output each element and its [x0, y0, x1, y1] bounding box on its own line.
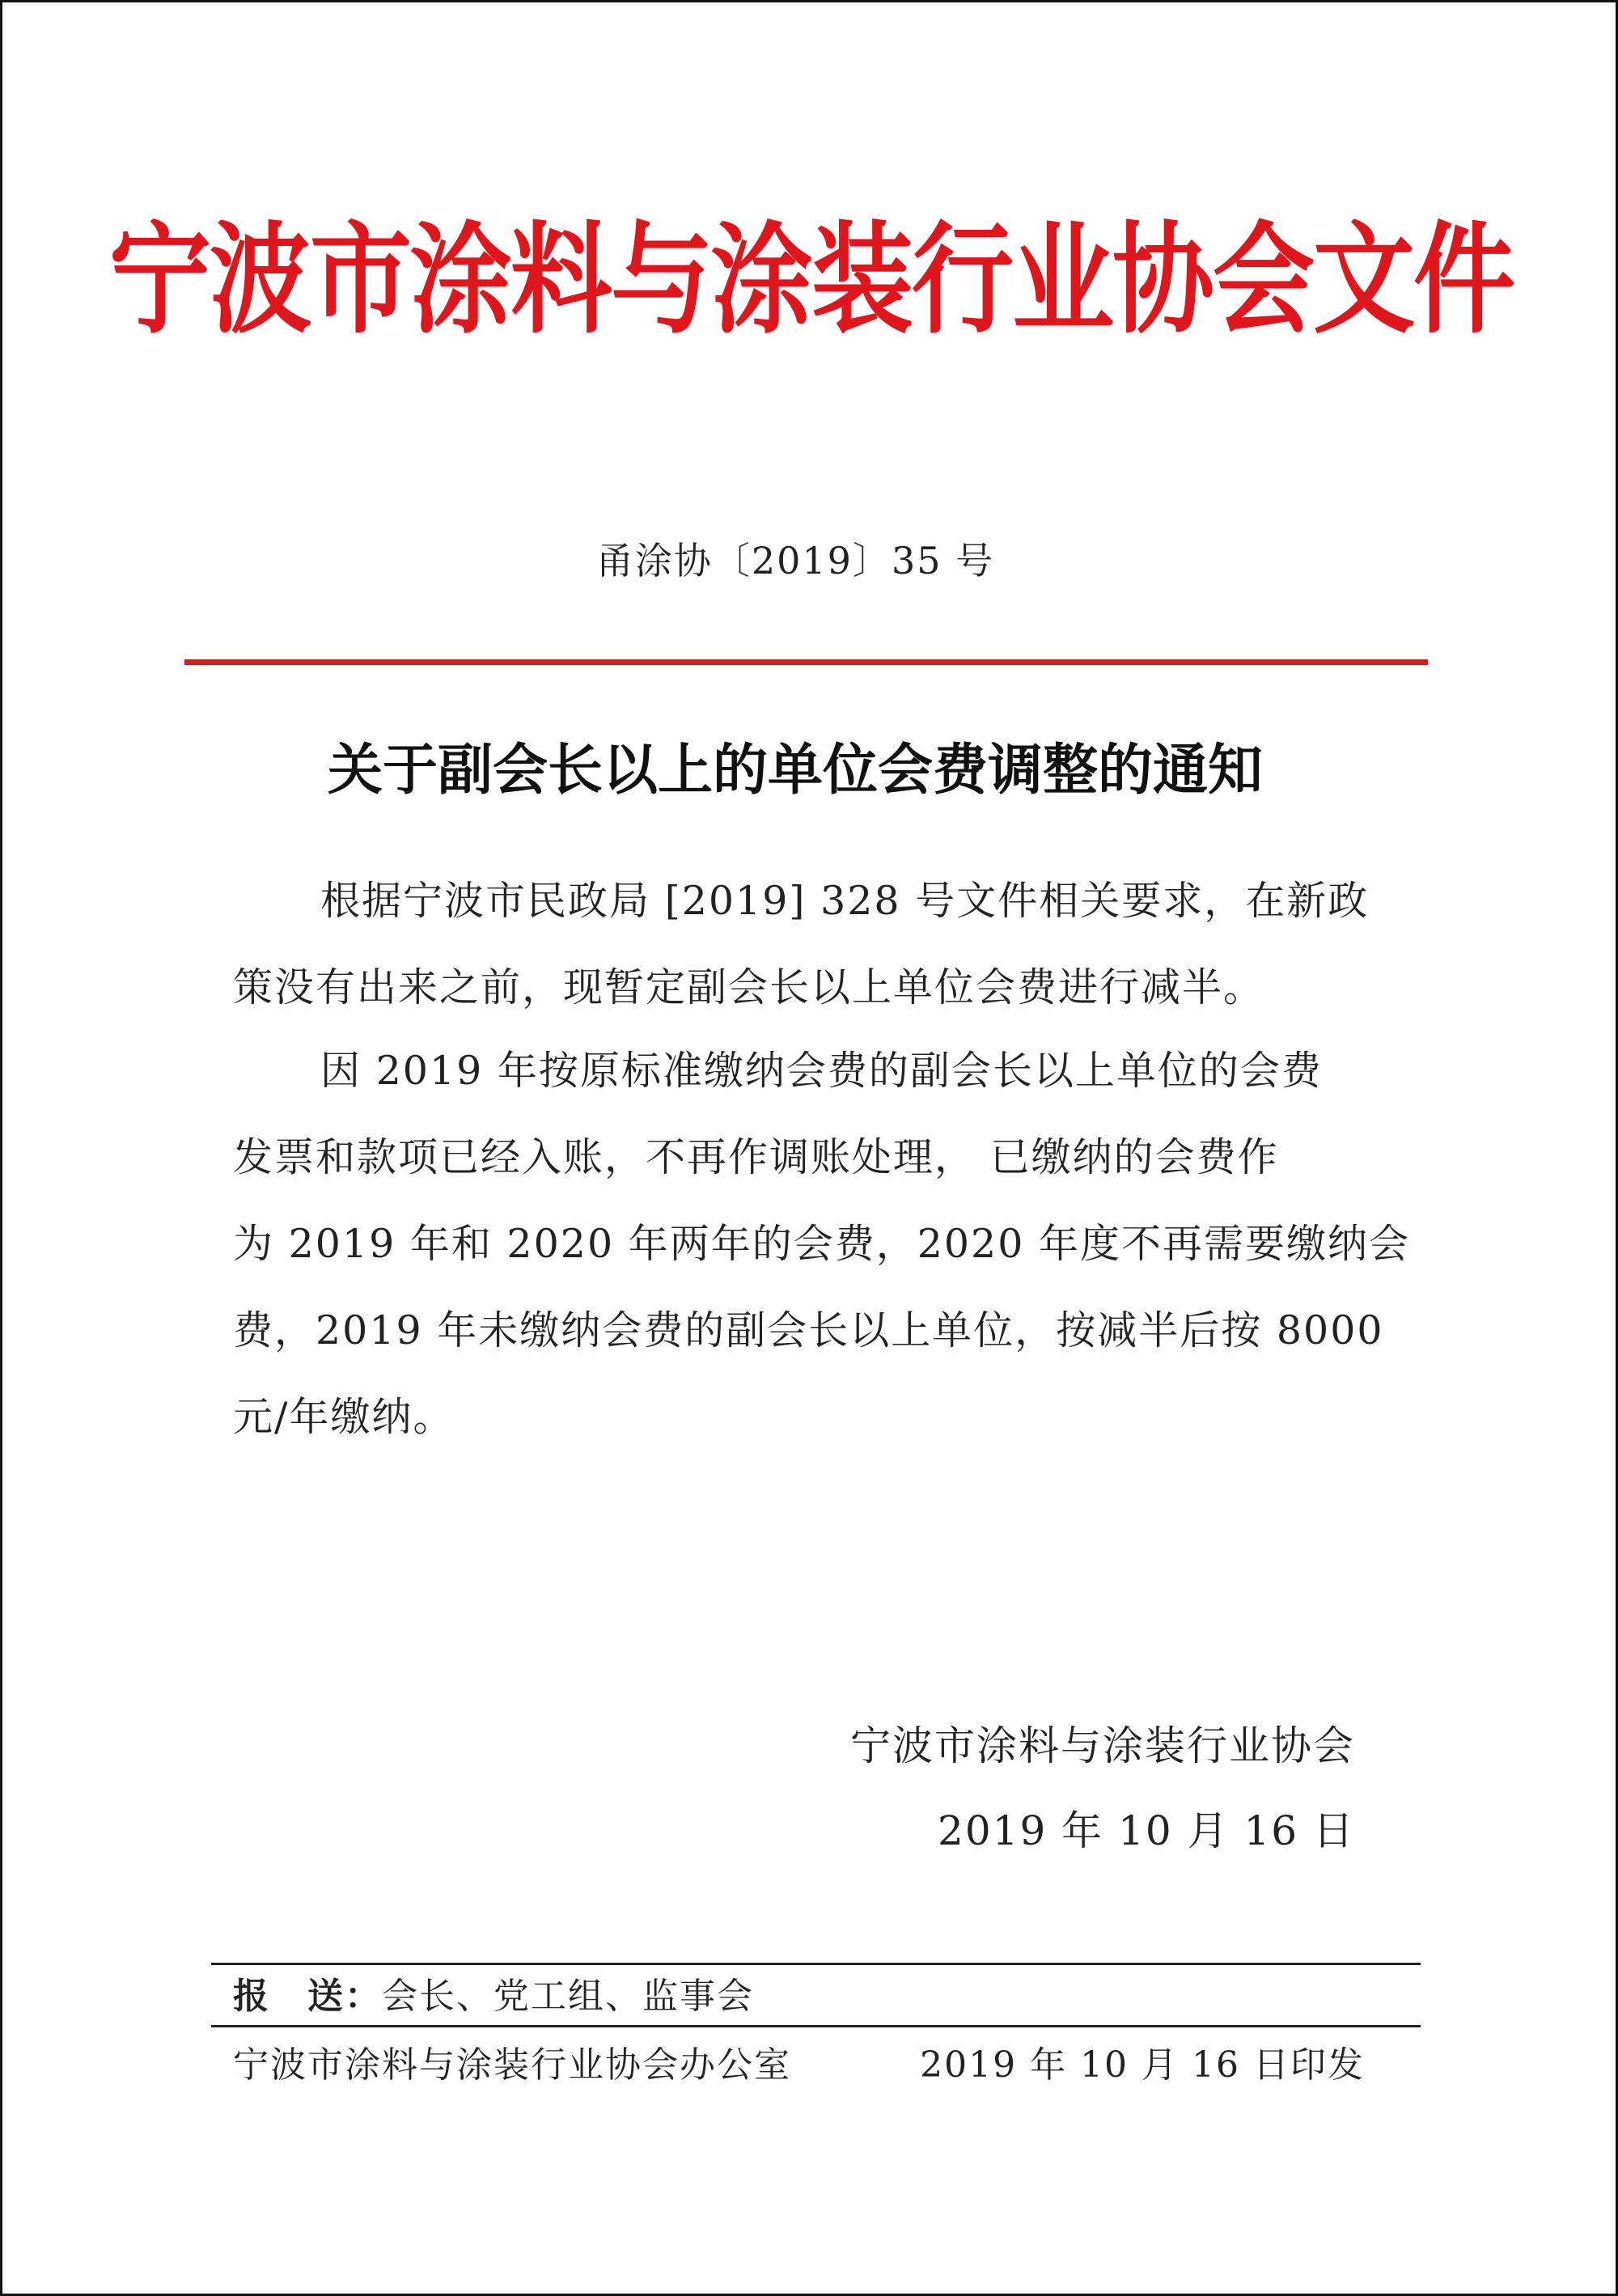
issuing-office: 宁波市涂料与涂装行业协会办公室: [233, 2044, 791, 2086]
paragraph-line: 发票和款项已经入账，不再作调账处理， 已缴纳的会费作: [233, 1134, 1279, 1180]
paragraph-line: 为 2019 年和 2020 年两年的会费，2020 年度不再需要缴纳会: [233, 1221, 1410, 1267]
footer-middle-divider: [211, 2025, 1421, 2027]
body-paragraph-2: [233, 1027, 1410, 1460]
paragraph-line: 因 2019 年按原标准缴纳会费的副会长以上单位的会费: [320, 1048, 1323, 1094]
paragraph-line: 根据宁波市民政局 [2019] 328 号文件相关要求，在新政: [320, 878, 1370, 924]
signature-organization: 宁波市涂料与涂装行业协会: [850, 1722, 1355, 1769]
paragraph-line: 费，2019 年未缴纳会费的副会长以上单位，按减半后按 8000: [233, 1307, 1384, 1353]
distribution-label: 报 送：: [233, 1976, 382, 2017]
signature-date: 2019 年 10 月 16 日: [938, 1807, 1355, 1854]
document-header-title: 宁波市涂料与涂装行业协会文件: [109, 210, 1514, 350]
issue-date: 2019 年 10 月 16 日印发: [920, 2044, 1365, 2086]
distribution-recipients: 会长、党工组、监事会: [382, 1976, 754, 2017]
document-number: 甬涂协〔2019〕35 号: [595, 539, 995, 582]
distribution-line: [233, 1968, 754, 2025]
footer-top-divider: [211, 1963, 1421, 1965]
header-red-divider: [184, 659, 1428, 665]
paragraph-line: 元/年缴纳。: [233, 1394, 455, 1440]
paragraph-line: 策没有出来之前，现暂定副会长以上单位会费进行减半。: [233, 964, 1265, 1010]
body-paragraph-1: [233, 858, 1370, 1031]
notice-title: 关于副会长以上的单位会费调整的通知: [327, 739, 1263, 803]
